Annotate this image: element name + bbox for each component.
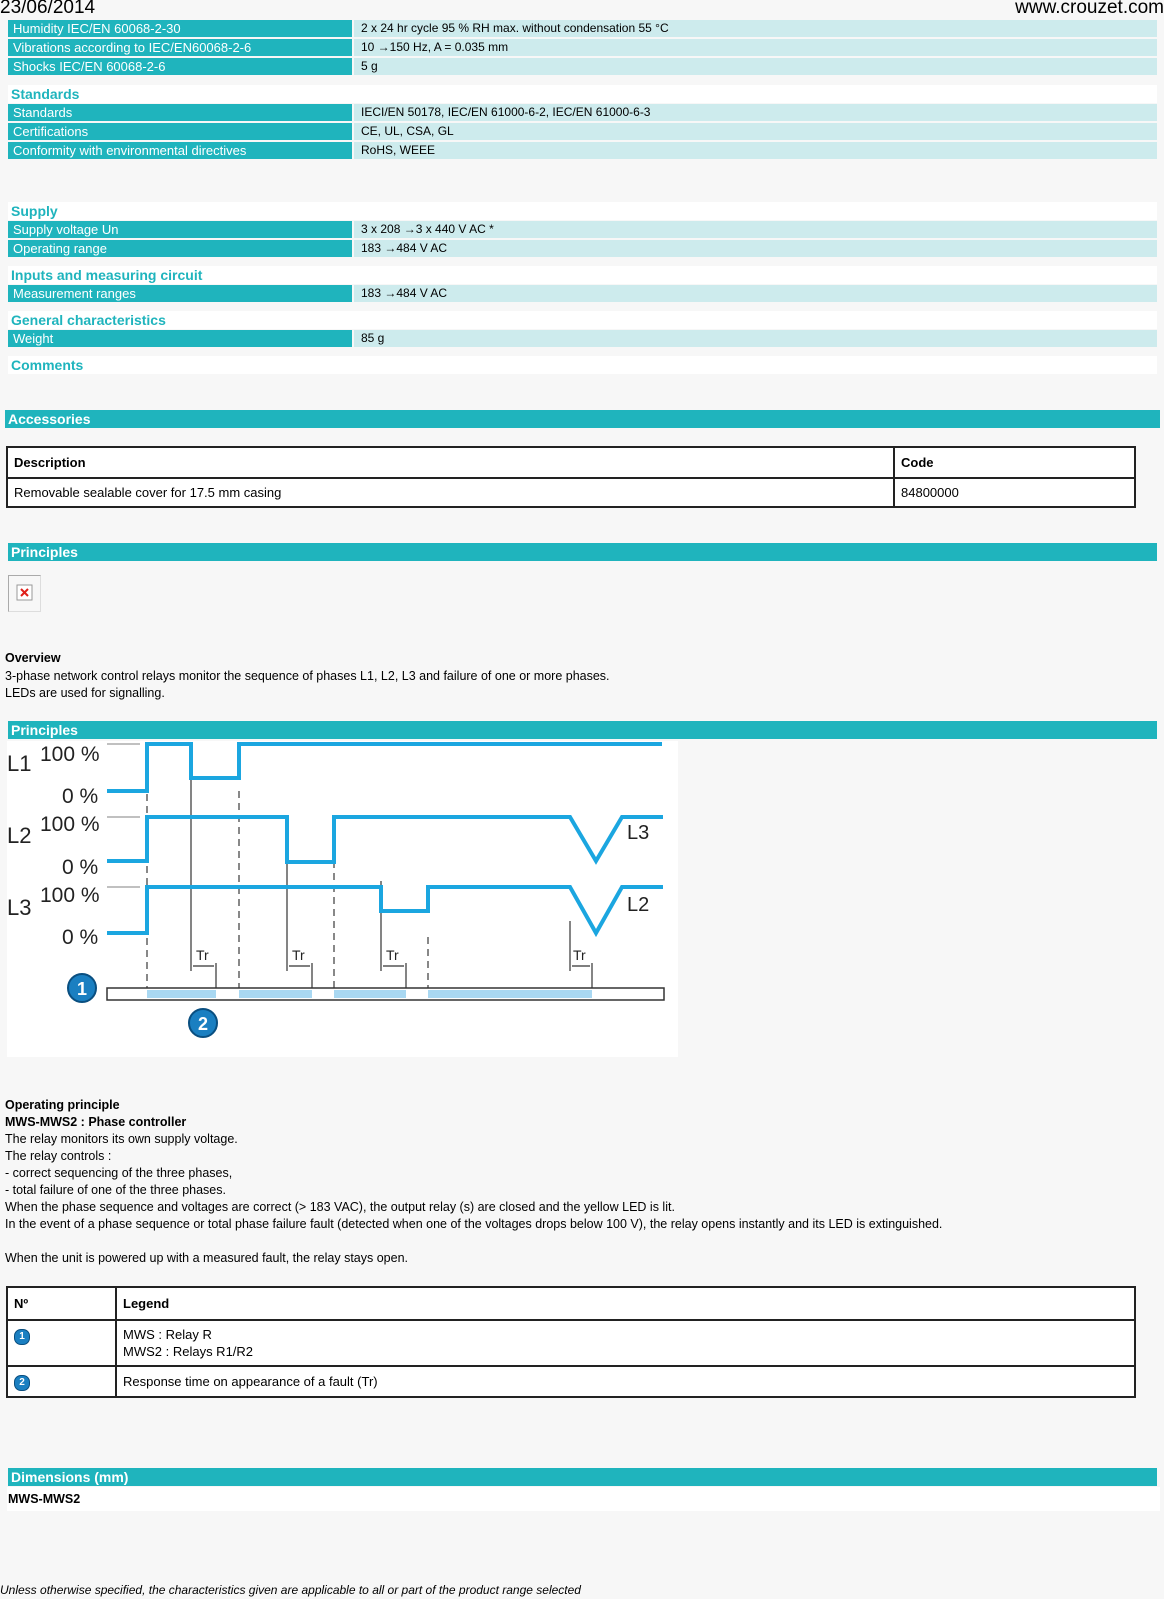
label-100-percent: 100 % — [40, 743, 100, 766]
label-l3: L3 — [7, 895, 32, 920]
spec-row — [8, 240, 1157, 257]
column-header-legend: Legend — [116, 1287, 1135, 1320]
operating-line: - correct sequencing of the three phases, — [5, 1166, 233, 1180]
spec-key: Shocks IEC/EN 60068-2-6 — [8, 58, 352, 75]
column-header-number: Nº — [7, 1287, 116, 1320]
table-row — [7, 478, 1135, 507]
operating-line: In the event of a phase sequence or total phase failure fault (detected when one of the voltages drops below 100 V), the relay opens instantly and its LED is extinguished. — [5, 1217, 943, 1231]
operating-title: Operating principle — [5, 1098, 120, 1112]
spec-value: RoHS, WEEE — [354, 142, 1157, 159]
column-header-code: Code — [894, 447, 1135, 478]
spec-row — [8, 330, 1157, 347]
spec-value: 85 g — [354, 330, 1157, 347]
operating-line: The relay monitors its own supply voltage. — [5, 1132, 238, 1146]
spec-key: Operating range — [8, 240, 352, 257]
callout-1-label: 1 — [76, 979, 88, 999]
accessory-description: Removable sealable cover for 17.5 mm casing — [7, 478, 894, 507]
dimensions-panel — [7, 1487, 1160, 1511]
label-100-percent: 100 % — [40, 884, 100, 907]
site-url[interactable]: www.crouzet.com — [1015, 0, 1164, 18]
label-tr: Tr — [386, 947, 399, 963]
spec-key: Certifications — [8, 123, 352, 140]
spec-key: Vibrations according to IEC/EN60068-2-6 — [8, 39, 352, 56]
legend-text-cell — [116, 1320, 1135, 1366]
operating-subtitle: MWS-MWS2 : Phase controller — [5, 1115, 187, 1129]
table-row — [7, 1366, 1135, 1397]
reference-ticks — [107, 744, 140, 933]
label-right-l2: L2 — [627, 894, 650, 916]
spec-value: IECI/EN 50178, IEC/EN 61000-6-2, IEC/EN 61000-6-3 — [354, 104, 1157, 121]
spec-value: 10 →150 Hz, A = 0.035 mm — [354, 39, 1157, 56]
label-0-percent: 0 % — [62, 926, 99, 949]
spec-value: 183 →484 V AC — [354, 285, 1157, 302]
spec-key: Supply voltage Un — [8, 221, 352, 238]
label-0-percent: 0 % — [62, 785, 99, 808]
table-row — [7, 1320, 1135, 1366]
spec-key: Standards — [8, 104, 352, 121]
label-tr: Tr — [292, 947, 305, 963]
legend-text-cell — [116, 1366, 1135, 1397]
spec-row — [8, 285, 1157, 302]
section-title-supply: Supply — [8, 202, 1157, 220]
spec-key: Humidity IEC/EN 60068-2-30 — [8, 20, 352, 37]
spec-key: Conformity with environmental directives — [8, 142, 352, 159]
spec-row — [8, 104, 1157, 121]
legend-table — [6, 1286, 1136, 1398]
spec-row — [8, 142, 1157, 159]
spec-row — [8, 20, 1157, 37]
spec-key: Weight — [8, 330, 352, 347]
print-date: 23/06/2014 — [0, 0, 96, 18]
section-title-general: General characteristics — [8, 311, 1157, 329]
callout-2-label: 2 — [197, 1014, 209, 1034]
legend-line: MWS2 : Relays R1/R2 — [123, 1344, 254, 1359]
spec-value: 183 →484 V AC — [354, 240, 1157, 257]
dimensions-title-bar: Dimensions (mm) — [8, 1468, 1157, 1486]
section-title-comments: Comments — [8, 356, 1157, 374]
overview-line: LEDs are used for signalling. — [5, 686, 165, 700]
spec-row — [8, 39, 1157, 56]
label-right-l3: L3 — [627, 822, 650, 844]
column-header-description: Description — [7, 447, 894, 478]
accessories-title-bar: Accessories — [5, 410, 1160, 428]
principles-title-bar: Principles — [8, 721, 1157, 739]
footer-note: Unless otherwise specified, the characteristics given are applicable to all or part of the product range selected — [0, 1583, 581, 1597]
section-title-standards: Standards — [8, 85, 1157, 103]
principles-title-bar: Principles — [8, 543, 1157, 561]
spec-row — [8, 58, 1157, 75]
accessories-table — [6, 446, 1136, 508]
spec-value: 5 g — [354, 58, 1157, 75]
callout-1-icon: 1 — [14, 1329, 30, 1345]
label-l2: L2 — [7, 823, 32, 848]
label-tr: Tr — [573, 947, 586, 963]
spec-value: 2 x 24 hr cycle 95 % RH max. without condensation 55 °C — [354, 20, 1157, 37]
label-100-percent: 100 % — [40, 813, 100, 836]
label-tr: Tr — [196, 947, 209, 963]
overview-title: Overview — [5, 651, 61, 665]
relay-closed-segments — [147, 990, 592, 998]
label-l1: L1 — [7, 751, 32, 776]
timing-diagram — [7, 741, 678, 1057]
spec-value: CE, UL, CSA, GL — [354, 123, 1157, 140]
spec-value: 3 x 208 →3 x 440 V AC * — [354, 221, 1157, 238]
spec-row — [8, 123, 1157, 140]
callout-2-icon: 2 — [14, 1375, 30, 1391]
spec-row — [8, 221, 1157, 238]
overview-line: 3-phase network control relays monitor the sequence of phases L1, L2, L3 and failure of one or more phases. — [5, 669, 610, 683]
dimensions-model: MWS-MWS2 — [8, 1492, 81, 1506]
section-title-inputs: Inputs and measuring circuit — [8, 266, 1157, 284]
accessory-code: 84800000 — [894, 478, 1135, 507]
legend-number-cell — [7, 1366, 116, 1397]
legend-number-cell — [7, 1320, 116, 1366]
label-0-percent: 0 % — [62, 856, 99, 879]
operating-line: When the unit is powered up with a measured fault, the relay stays open. — [5, 1251, 409, 1265]
legend-line: Response time on appearance of a fault (Tr) — [123, 1374, 378, 1389]
spec-key: Measurement ranges — [8, 285, 352, 302]
broken-image-icon — [8, 575, 41, 612]
legend-line: MWS : Relay R — [123, 1327, 212, 1342]
operating-line: - total failure of one of the three phases. — [5, 1183, 226, 1197]
table-header-row — [7, 1287, 1135, 1320]
table-header-row — [7, 447, 1135, 478]
operating-line: When the phase sequence and voltages are correct (> 183 VAC), the output relay (s) are closed and the yellow LED is lit. — [5, 1200, 675, 1214]
operating-line: The relay controls : — [5, 1149, 112, 1163]
signal-l1 — [107, 744, 662, 791]
